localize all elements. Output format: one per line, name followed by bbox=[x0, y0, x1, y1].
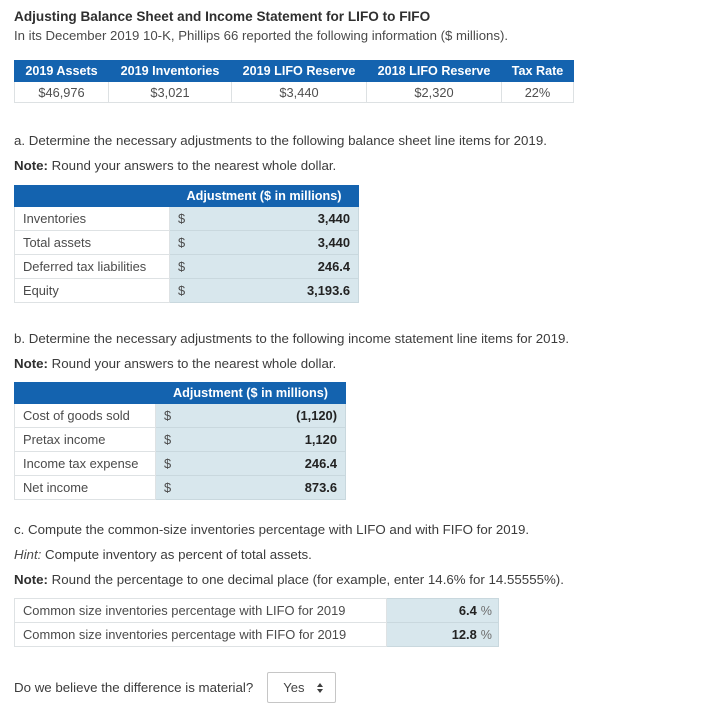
row-label: Equity bbox=[15, 279, 170, 303]
note-label: Note: bbox=[14, 356, 48, 371]
answer-value: 12.8 bbox=[451, 627, 477, 642]
answer-input-fifo-percentage[interactable] bbox=[387, 623, 499, 647]
select-updown-icon bbox=[317, 683, 323, 693]
row-label: Common size inventories percentage with LIFO for 2019 bbox=[15, 599, 387, 623]
info-header-2018-lifo-reserve: 2018 LIFO Reserve bbox=[367, 61, 502, 82]
info-header-row bbox=[15, 61, 574, 82]
materiality-question-text: Do we believe the difference is material? bbox=[14, 680, 254, 695]
section-a-prompt: a. Determine the necessary adjustments to the following balance sheet line items for 2019. bbox=[14, 133, 547, 148]
row-label: Deferred tax liabilities bbox=[15, 255, 170, 279]
currency-prefix: $ bbox=[178, 235, 186, 250]
income-statement-adjustment-table bbox=[14, 382, 346, 500]
table-row bbox=[15, 404, 346, 428]
info-header-assets: 2019 Assets bbox=[15, 61, 109, 82]
materiality-select-value: Yes bbox=[283, 680, 305, 695]
common-size-table bbox=[14, 598, 499, 647]
percent-suffix: % bbox=[480, 627, 492, 642]
info-value-tax-rate: 22% bbox=[502, 82, 574, 103]
answer-input-total-assets[interactable] bbox=[170, 231, 359, 255]
answer-value: 873.6 bbox=[304, 480, 337, 495]
info-value-2018-lifo-reserve: $2,320 bbox=[367, 82, 502, 103]
materiality-select[interactable] bbox=[267, 672, 336, 703]
note-text: Round your answers to the nearest whole dollar. bbox=[47, 158, 337, 173]
answer-input-deferred-tax-liabilities[interactable] bbox=[170, 255, 359, 279]
currency-prefix: $ bbox=[164, 432, 172, 447]
answer-value: 3,193.6 bbox=[306, 283, 350, 298]
row-label: Income tax expense bbox=[15, 452, 156, 476]
row-label: Inventories bbox=[15, 207, 170, 231]
header-spacer-cell bbox=[15, 186, 170, 207]
currency-prefix: $ bbox=[178, 259, 186, 274]
info-value-assets: $46,976 bbox=[15, 82, 109, 103]
answer-value: 1,120 bbox=[304, 432, 337, 447]
balance-sheet-adjustment-table bbox=[14, 185, 359, 303]
note-text: Round your answers to the nearest whole dollar. bbox=[47, 356, 337, 371]
section-b-prompt: b. Determine the necessary adjustments to the following income statement line items for 2019. bbox=[14, 331, 570, 346]
answer-input-lifo-percentage[interactable] bbox=[387, 599, 499, 623]
intro-text: In its December 2019 10-K, Phillips 66 reported the following information ($ millions). bbox=[14, 28, 509, 43]
row-label: Net income bbox=[15, 476, 156, 500]
company-info-table bbox=[14, 60, 574, 103]
header-spacer-cell bbox=[15, 383, 156, 404]
table-row bbox=[15, 231, 359, 255]
answer-input-net-income[interactable] bbox=[156, 476, 346, 500]
row-label: Cost of goods sold bbox=[15, 404, 156, 428]
info-header-tax-rate: Tax Rate bbox=[502, 61, 574, 82]
row-label: Pretax income bbox=[15, 428, 156, 452]
note-label: Note: bbox=[14, 572, 48, 587]
row-label: Common size inventories percentage with FIFO for 2019 bbox=[15, 623, 387, 647]
info-value-2019-lifo-reserve: $3,440 bbox=[232, 82, 367, 103]
table-row bbox=[15, 476, 346, 500]
note-label: Note: bbox=[14, 158, 48, 173]
table-row bbox=[15, 279, 359, 303]
table-row bbox=[15, 207, 359, 231]
materiality-question-row bbox=[14, 672, 706, 703]
currency-prefix: $ bbox=[178, 211, 186, 226]
section-c-hint bbox=[14, 545, 706, 564]
row-label: Total assets bbox=[15, 231, 170, 255]
answer-input-cost-of-goods-sold[interactable] bbox=[156, 404, 346, 428]
answer-value: 246.4 bbox=[304, 456, 337, 471]
currency-prefix: $ bbox=[178, 283, 186, 298]
section-c-note bbox=[14, 570, 706, 589]
table-header-row bbox=[15, 186, 359, 207]
currency-prefix: $ bbox=[164, 480, 172, 495]
answer-value: 3,440 bbox=[317, 211, 350, 226]
adjustment-column-header: Adjustment ($ in millions) bbox=[170, 186, 359, 207]
info-value-row bbox=[15, 82, 574, 103]
currency-prefix: $ bbox=[164, 408, 172, 423]
adjustment-column-header: Adjustment ($ in millions) bbox=[156, 383, 346, 404]
answer-input-income-tax-expense[interactable] bbox=[156, 452, 346, 476]
section-b-note bbox=[14, 354, 706, 373]
answer-value: (1,120) bbox=[296, 408, 337, 423]
info-value-inventories: $3,021 bbox=[109, 82, 232, 103]
answer-input-equity[interactable] bbox=[170, 279, 359, 303]
page-title: Adjusting Balance Sheet and Income Statement for LIFO to FIFO bbox=[14, 9, 431, 24]
answer-value: 3,440 bbox=[317, 235, 350, 250]
hint-label: Hint: bbox=[14, 547, 42, 562]
currency-prefix: $ bbox=[164, 456, 172, 471]
hint-text: Compute inventory as percent of total assets. bbox=[41, 547, 312, 562]
table-row bbox=[15, 623, 499, 647]
answer-input-inventories[interactable] bbox=[170, 207, 359, 231]
table-row bbox=[15, 255, 359, 279]
answer-input-pretax-income[interactable] bbox=[156, 428, 346, 452]
table-row bbox=[15, 452, 346, 476]
section-a-note bbox=[14, 156, 706, 175]
note-text: Round the percentage to one decimal place (for example, enter 14.6% for 14.55555%). bbox=[47, 572, 564, 587]
table-row bbox=[15, 599, 499, 623]
table-header-row bbox=[15, 383, 346, 404]
info-header-2019-lifo-reserve: 2019 LIFO Reserve bbox=[232, 61, 367, 82]
percent-suffix: % bbox=[480, 603, 492, 618]
answer-value: 6.4 bbox=[458, 603, 477, 618]
answer-value: 246.4 bbox=[317, 259, 350, 274]
section-c-prompt: c. Compute the common-size inventories percentage with LIFO and with FIFO for 2019. bbox=[14, 522, 530, 537]
info-header-inventories: 2019 Inventories bbox=[109, 61, 232, 82]
table-row bbox=[15, 428, 346, 452]
